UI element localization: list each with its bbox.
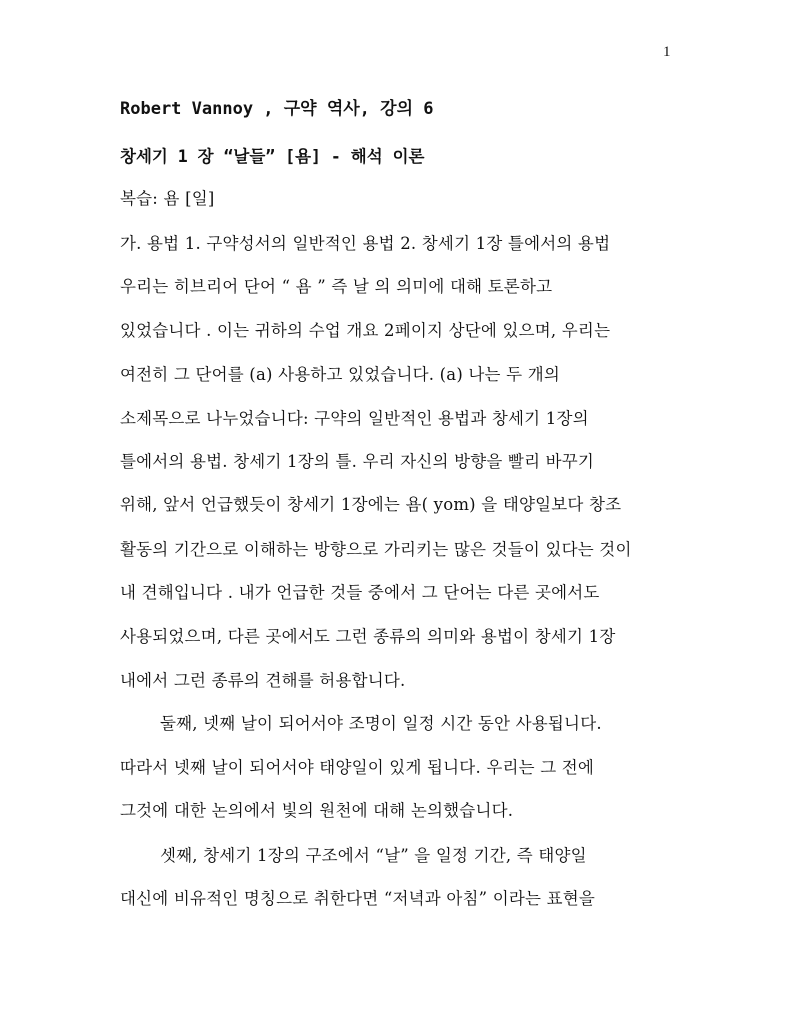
paragraph-line: 있었습니다 . 이는 귀하의 수업 개요 2페이지 상단에 있으며, 우리는 — [120, 321, 611, 340]
outline-line: 가. 용법 1. 구약성서의 일반적인 용법 2. 창세기 1장 틀에서의 용법 — [120, 234, 611, 253]
paragraph-line: 둘째, 넷째 날이 되어서야 조명이 일정 시간 동안 사용됩니다. — [160, 714, 602, 733]
paragraph-line: 틀에서의 용법. 창세기 1장의 틀. 우리 자신의 방향을 빨리 바꾸기 — [120, 452, 595, 471]
review-heading: 복습: 욤 [일] — [120, 189, 215, 208]
paragraph-line: 소제목으로 나누었습니다: 구약의 일반적인 용법과 창세기 1장의 — [120, 409, 589, 428]
paragraph-line: 활동의 기간으로 이해하는 방향으로 가리키는 많은 것들이 있다는 것이 — [120, 540, 632, 559]
paragraph-line: 대신에 비유적인 명칭으로 취한다면 “저녁과 아침” 이라는 표현을 — [120, 889, 595, 908]
paragraph-line: 여전히 그 단어를 (a) 사용하고 있었습니다. (a) 나는 두 개의 — [120, 365, 560, 384]
paragraph-line: 셋째, 창세기 1장의 구조에서 “날” 을 일정 기간, 즉 태양일 — [160, 846, 587, 865]
paragraph-line: 사용되었으며, 다른 곳에서도 그런 종류의 의미와 용법이 창세기 1장 — [120, 627, 616, 646]
paragraph-line: 내에서 그런 종류의 견해를 허용합니다. — [120, 671, 406, 690]
document-title: Robert Vannoy , 구약 역사, 강의 6 — [120, 99, 434, 119]
paragraph-line: 내 견해입니다 . 내가 언급한 것들 중에서 그 단어는 다른 곳에서도 — [120, 583, 600, 602]
paragraph-line: 우리는 히브리어 단어 “ 욤 ” 즉 날 의 의미에 대해 토론하고 — [120, 277, 553, 296]
page-number: 1 — [663, 44, 671, 60]
paragraph-line: 위해, 앞서 언급했듯이 창세기 1장에는 욤( yom) 을 태양일보다 창조 — [120, 495, 622, 514]
paragraph-line: 따라서 넷째 날이 되어서야 태양일이 있게 됩니다. 우리는 그 전에 — [120, 758, 595, 777]
paragraph-line: 그것에 대한 논의에서 빛의 원천에 대해 논의했습니다. — [120, 801, 514, 820]
document-subtitle: 창세기 1 장 “날들” [욤] - 해석 이론 — [120, 147, 425, 166]
